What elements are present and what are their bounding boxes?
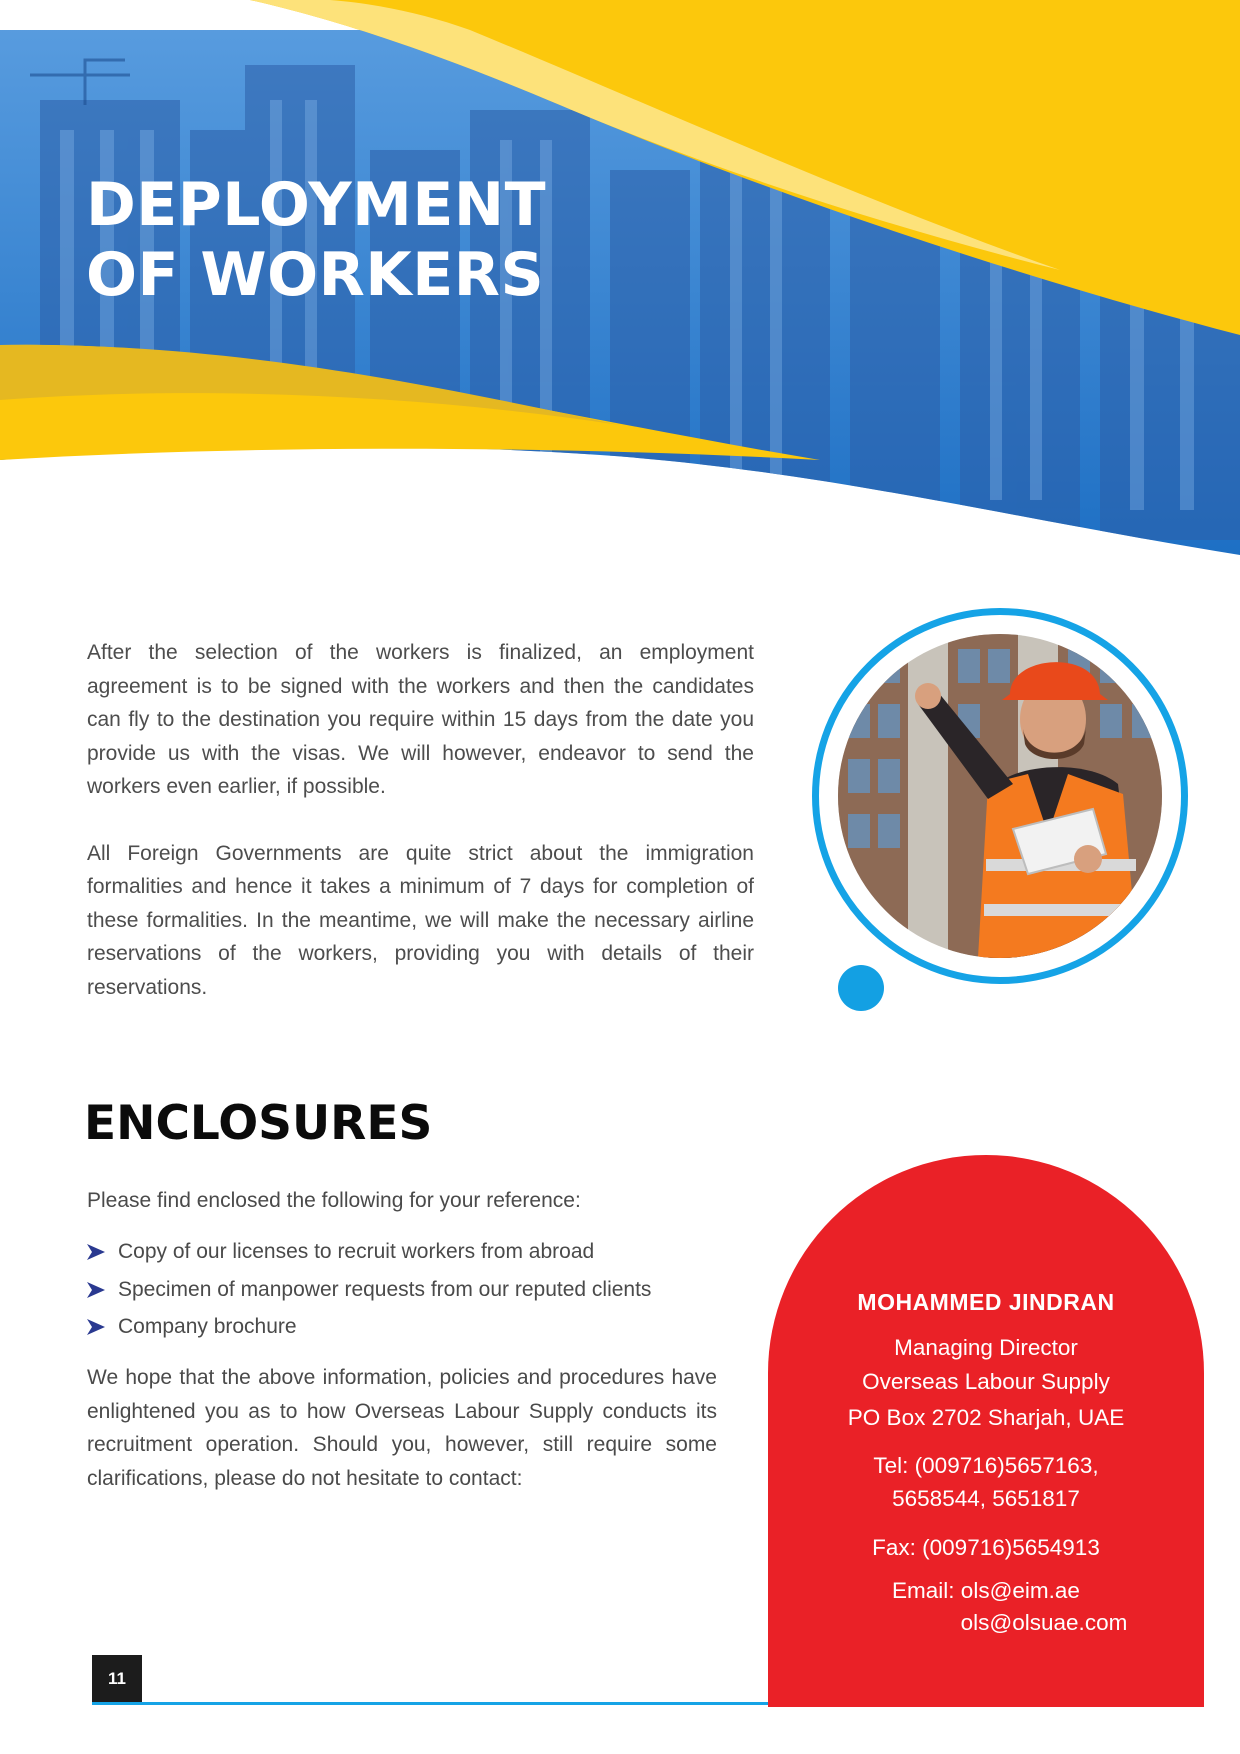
intro-paragraph-2: All Foreign Governments are quite strict about the immigration formalities and hence it takes a minimum of 7 days for completion of these formalities. In the meantime, we will make the necessary airline reservations of the workers, providing you with details of their reservations. — [87, 841, 754, 999]
enclosures-heading: ENCLOSURES — [84, 1096, 433, 1151]
contact-tel-line2: 5658544, 5651817 — [892, 1486, 1080, 1511]
list-item — [87, 1311, 651, 1343]
contact-address: PO Box 2702 Sharjah, UAE — [847, 1405, 1125, 1430]
worker-photo — [838, 634, 1162, 958]
intro-paragraph-1: After the selection of the workers is finalized, an employment agreement is to be signed with the workers and then the candidates can fly to the destination you require within 15 days from the date you provide us with the visas. We will however, endeavor to send the workers even earlier, if possible. — [87, 641, 754, 798]
list-item — [87, 1274, 651, 1306]
contact-role: Managing Director — [894, 1335, 1078, 1360]
contact-company: Overseas Labour Supply — [862, 1369, 1110, 1394]
contact-name: MOHAMMED JINDRAN — [857, 1289, 1115, 1315]
list-item — [87, 1236, 651, 1268]
arrowhead-bullet-icon — [87, 1319, 105, 1335]
contact-card — [768, 1155, 1204, 1707]
list-item-text: Specimen of manpower requests from our reputed clients — [118, 1277, 652, 1301]
arrowhead-bullet-icon — [87, 1244, 105, 1260]
enclosures-list — [87, 1236, 651, 1349]
contact-tel — [768, 1449, 1204, 1515]
contact-role-block — [768, 1331, 1204, 1399]
contact-tel-line1: Tel: (009716)5657163, — [873, 1453, 1099, 1478]
page-title-line2: OF WORKERS — [86, 240, 545, 310]
page-title — [86, 170, 546, 310]
footer-rule — [92, 1702, 768, 1705]
contact-email-line1[interactable]: Email: ols@eim.ae — [892, 1578, 1080, 1603]
page-number: 11 — [92, 1655, 142, 1703]
decorative-dot — [838, 965, 884, 1011]
contact-email-line2[interactable]: ols@olsuae.com — [960, 1610, 1128, 1635]
intro-text — [87, 636, 754, 1037]
arrowhead-bullet-icon — [87, 1282, 105, 1298]
enclosures-intro: Please find enclosed the following for your reference: — [87, 1189, 581, 1212]
closing-paragraph: We hope that the above information, policies and procedures have enlightened you as to how Overseas Labour Supply conducts its recruitment operation. Should you, however, still require some clarifications, please do not hesitate to contact: — [87, 1366, 717, 1490]
contact-fax: Fax: (009716)5654913 — [872, 1535, 1100, 1560]
page-title-line1: DEPLOYMENT — [86, 170, 547, 240]
contact-email — [768, 1575, 1204, 1639]
list-item-text: Company brochure — [118, 1315, 297, 1338]
worker-photo-frame — [812, 608, 1188, 984]
list-item-text: Copy of our licenses to recruit workers from abroad — [118, 1240, 595, 1263]
